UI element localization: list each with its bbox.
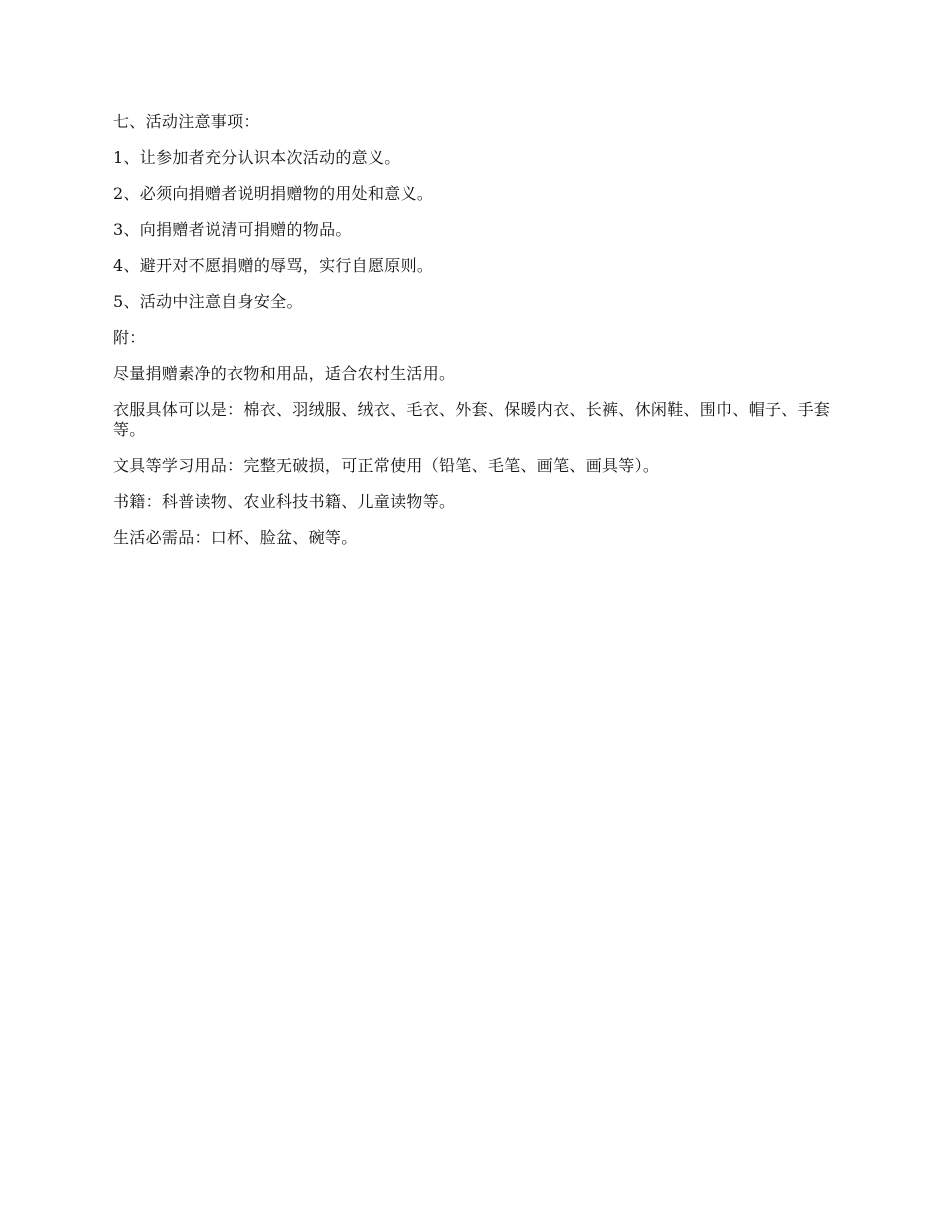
body-paragraph: 书籍：科普读物、农业科技书籍、儿童读物等。	[113, 492, 456, 511]
list-item: 4、避开对不愿捐赠的辱骂，实行自愿原则。	[113, 256, 434, 275]
list-item: 3、向捐赠者说清可捐赠的物品。	[113, 220, 352, 239]
body-paragraph: 衣服具体可以是：棉衣、羽绒服、绒衣、毛衣、外套、保暖内衣、长裤、休闲鞋、围巾、帽子、手套等。	[113, 400, 831, 439]
list-item: 1、让参加者充分认识本次活动的意义。	[113, 148, 401, 167]
appendix-heading: 附：	[113, 328, 146, 347]
body-paragraph: 文具等学习用品：完整无破损，可正常使用（铅笔、毛笔、画笔、画具等）。	[113, 456, 660, 475]
section-heading: 七、活动注意事项：	[113, 112, 260, 131]
body-paragraph: 生活必需品：口杯、脸盆、碗等。	[113, 528, 358, 547]
document-body	[113, 112, 843, 564]
body-paragraph: 尽量捐赠素净的衣物和用品，适合农村生活用。	[113, 364, 456, 383]
list-item: 2、必须向捐赠者说明捐赠物的用处和意义。	[113, 184, 434, 203]
list-item: 5、活动中注意自身安全。	[113, 292, 303, 311]
